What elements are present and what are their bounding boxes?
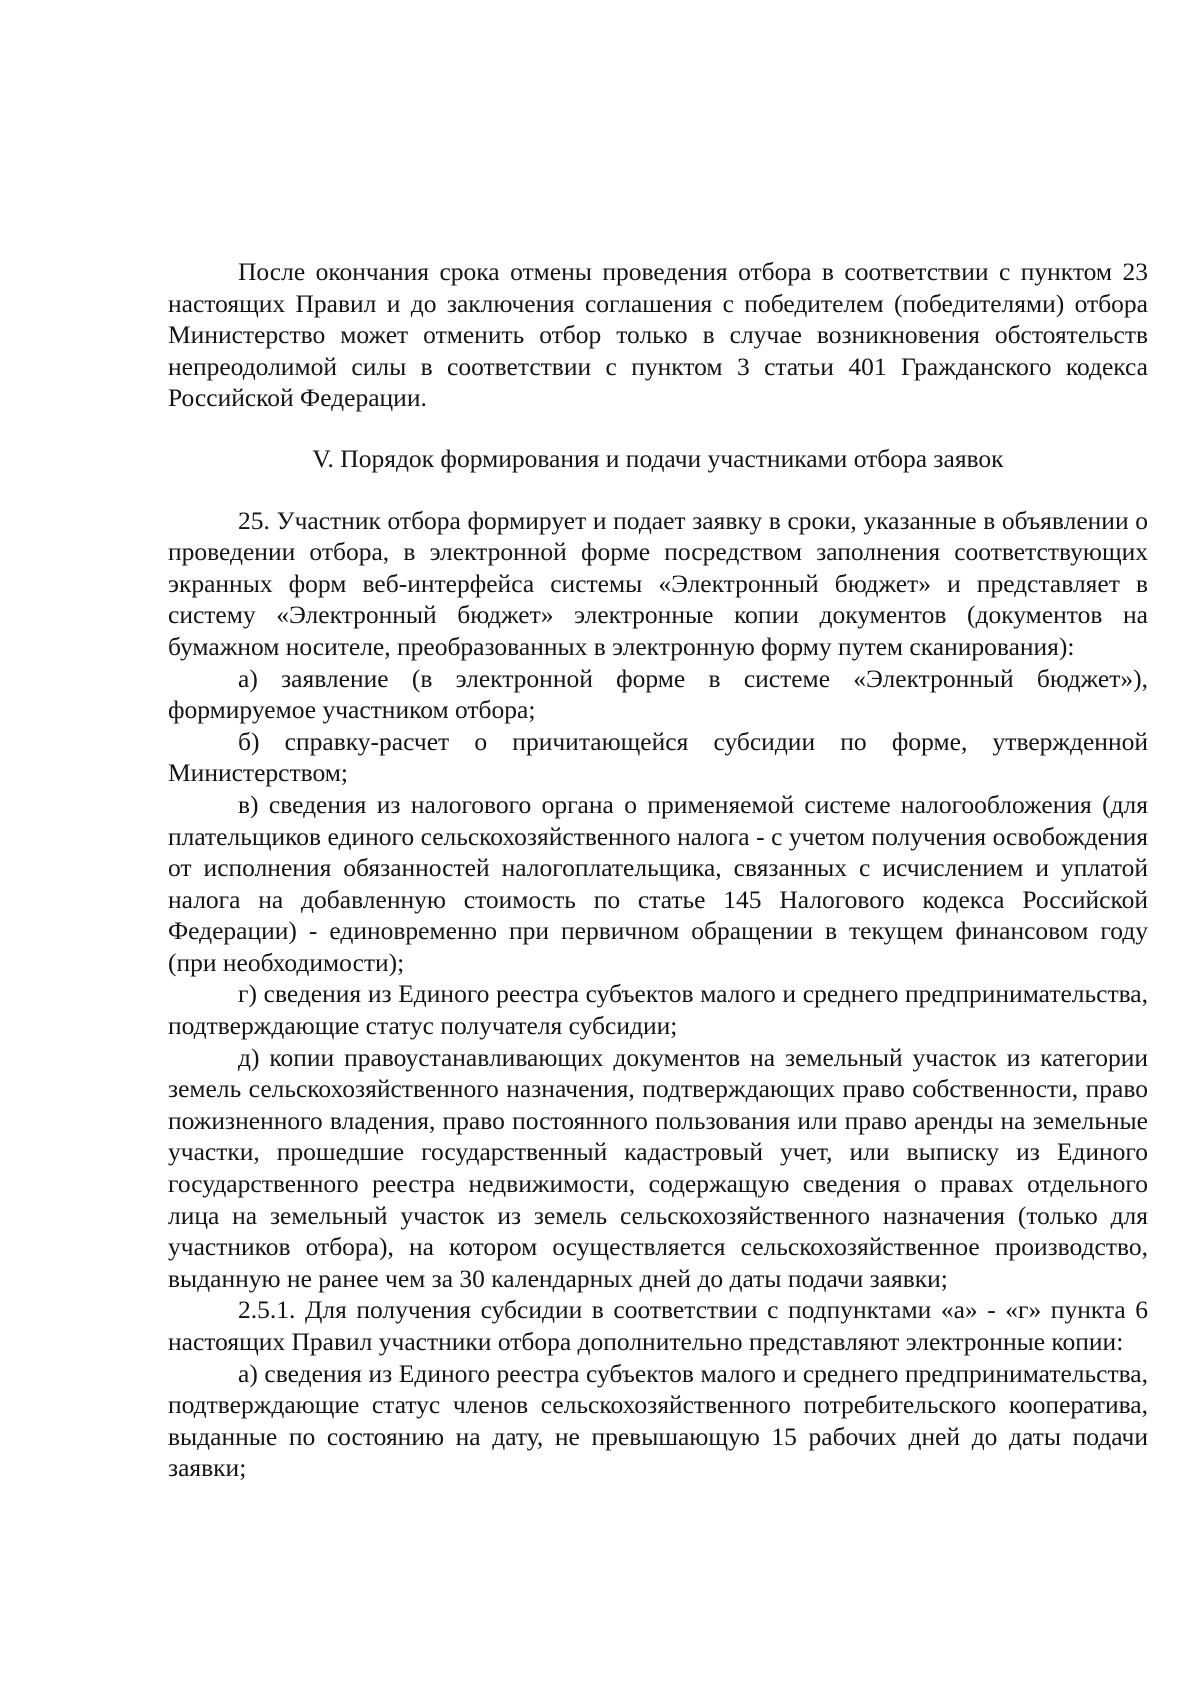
subitem-g-registry-info: г) сведения из Единого реестра субъектов малого и среднего предпринимательства, подтверждающие статус получателя субсидии;: [168, 979, 1148, 1041]
paragraph-25: 25. Участник отбора формирует и подает заявку в сроки, указанные в объявлении о проведении отбора, в электронной форме посредством заполнения соответствующих экранных форм веб-интерфейса системы «Электронный бюджет» и представляет в систему «Электронный бюджет» электронные копии документов (документов на бумажном носителе, преобразованных в электронную форму путем сканирования):: [168, 505, 1148, 661]
subitem-a-application: а) заявление (в электронной форме в системе «Электронный бюджет»), формируемое участником отбора;: [168, 663, 1148, 725]
subitem-a-cooperative-members: а) сведения из Единого реестра субъектов малого и среднего предпринимательства, подтверждающие статус членов сельскохозяйственного потребительского кооператива, выданные по состоянию на дату, не превышающую 15 рабочих дней до даты подачи заявки;: [168, 1358, 1148, 1483]
subitem-v-tax-info: в) сведения из налогового органа о применяемой системе налогообложения (для плательщиков единого сельскохозяйственного налога - с учетом получения освобождения от исполнения обязанностей налогоплательщика, связанных с исчислением и уплатой налога на добавленную стоимость по статье 145 Налогового кодекса Российской Федерации) - единовременно при первичном обращении в текущем финансовом году (при необходимости);: [168, 789, 1148, 977]
intro-paragraph: После окончания срока отмены проведения отбора в соответствии с пунктом 23 настоящих Правил и до заключения соглашения с победителем (победителями) отбора Министерство может отменить отбор только в случае возникновения обстоятельств непреодолимой силы в соответствии с пунктом 3 статьи 401 Гражданского кодекса Российской Федерации.: [168, 257, 1148, 413]
subitem-d-land-documents: д) копии правоустанавливающих документов на земельный участок из категории земель сельскохозяйственного назначения, подтверждающих право собственности, право пожизненного владения, право постоянного пользования или право аренды на земельные участки, прошедшие государственный кадастровый учет, или выписку из Единого государственного реестра недвижимости, содержащую сведения о правах отдельного лица на земельный участок из земель сельскохозяйственного назначения (только для участников отбора), на котором осуществляется сельскохозяйственное производство, выданную не ранее чем за 30 календарных дней до даты подачи заявки;: [168, 1042, 1148, 1293]
paragraph-2-5-1: 2.5.1. Для получения субсидии в соответствии с подпунктами «а» - «г» пункта 6 настоящих Правил участники отбора дополнительно представляют электронные копии:: [168, 1295, 1148, 1356]
subitem-b-calculation: б) справку-расчет о причитающейся субсидии по форме, утвержденной Министерством;: [168, 726, 1148, 788]
section-heading: V. Порядок формирования и подачи участниками отбора заявок: [312, 443, 1004, 473]
document-body: [168, 256, 1148, 1484]
